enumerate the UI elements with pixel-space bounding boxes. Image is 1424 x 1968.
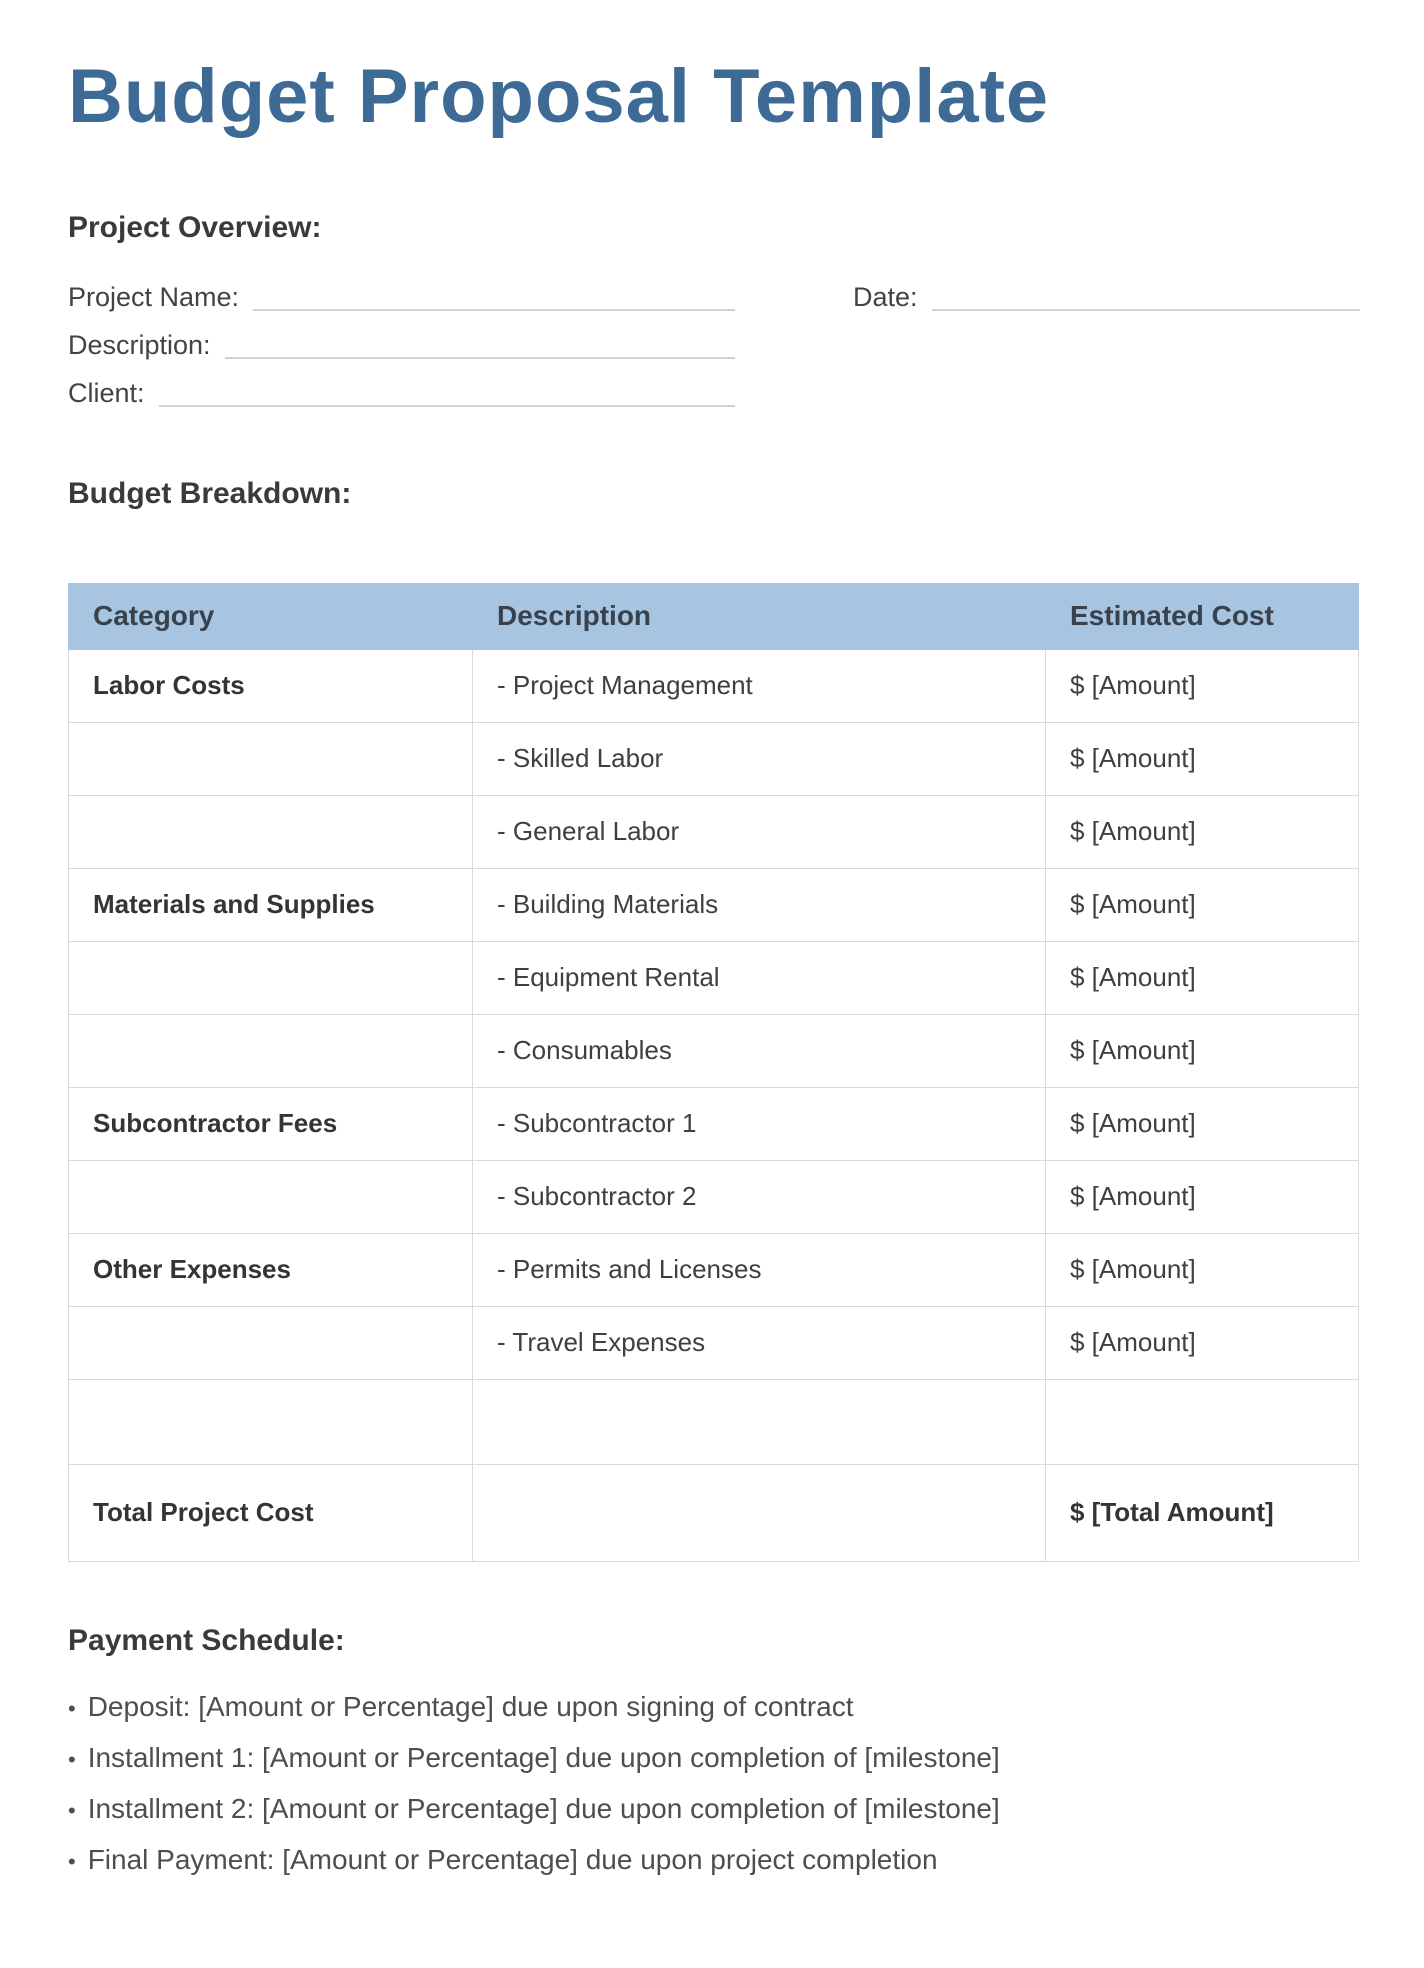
cell-category: Other Expenses xyxy=(69,1233,473,1306)
cell-cost: $ [Amount] xyxy=(1046,1087,1359,1160)
document-title: Budget Proposal Template xyxy=(68,54,1050,139)
field-row-client xyxy=(68,367,1360,415)
cell-cost: $ [Amount] xyxy=(1046,1014,1359,1087)
cell-category: Subcontractor Fees xyxy=(69,1087,473,1160)
cell-cost: $ [Amount] xyxy=(1046,1160,1359,1233)
bullet-icon: • xyxy=(68,1797,76,1823)
table-row xyxy=(69,1306,1359,1379)
field-row-name-date xyxy=(68,271,1360,319)
cell-description xyxy=(473,1379,1046,1464)
project-name-field xyxy=(68,271,735,319)
cell-category xyxy=(69,1306,473,1379)
budget-table-header xyxy=(69,583,1359,649)
cell-description: - Building Materials xyxy=(473,868,1046,941)
payment-schedule-heading: Payment Schedule: xyxy=(68,1623,345,1657)
cell-cost: $ [Amount] xyxy=(1046,868,1359,941)
table-row xyxy=(69,941,1359,1014)
cell-category: Materials and Supplies xyxy=(69,868,473,941)
table-row xyxy=(69,722,1359,795)
client-field xyxy=(68,367,735,415)
cell-description: - Skilled Labor xyxy=(473,722,1046,795)
cell-description: - Permits and Licenses xyxy=(473,1233,1046,1306)
cell-cost xyxy=(1046,1379,1359,1464)
cell-category xyxy=(69,795,473,868)
header-row xyxy=(69,583,1359,649)
date-field xyxy=(853,271,1360,319)
date-input-line[interactable] xyxy=(932,309,1360,311)
cell-description: - General Labor xyxy=(473,795,1046,868)
payment-item-text: Final Payment: [Amount or Percentage] due upon project completion xyxy=(87,1843,938,1875)
table-row xyxy=(69,868,1359,941)
payment-schedule-item xyxy=(68,1682,1360,1733)
description-label: Description: xyxy=(68,329,211,360)
project-name-input-line[interactable] xyxy=(253,309,735,311)
cell-cost: $ [Amount] xyxy=(1046,795,1359,868)
cell-category xyxy=(69,1379,473,1464)
cell-cost: $ [Amount] xyxy=(1046,1306,1359,1379)
payment-item-text: Installment 1: [Amount or Percentage] due upon completion of [milestone] xyxy=(87,1741,1000,1773)
project-overview-heading: Project Overview: xyxy=(68,210,322,244)
budget-breakdown-heading: Budget Breakdown: xyxy=(68,476,352,510)
project-overview-fields xyxy=(68,271,1360,415)
bullet-icon: • xyxy=(68,1695,76,1721)
bullet-icon: • xyxy=(68,1848,76,1874)
cell-category xyxy=(69,1160,473,1233)
table-row xyxy=(69,1233,1359,1306)
table-row xyxy=(69,1014,1359,1087)
header-category: Category xyxy=(69,583,473,649)
date-label: Date: xyxy=(853,281,918,312)
cell-category xyxy=(69,722,473,795)
cell-cost: $ [Amount] xyxy=(1046,1233,1359,1306)
cell-category xyxy=(69,941,473,1014)
payment-schedule-item xyxy=(68,1835,1360,1886)
cell-description: - Equipment Rental xyxy=(473,941,1046,1014)
header-estimated-cost: Estimated Cost xyxy=(1046,583,1359,649)
description-input-line[interactable] xyxy=(225,357,735,359)
table-row xyxy=(69,1379,1359,1464)
project-name-label: Project Name: xyxy=(68,281,240,312)
table-row xyxy=(69,795,1359,868)
bullet-icon: • xyxy=(68,1746,76,1772)
field-row-description xyxy=(68,319,1360,367)
cell-description: - Travel Expenses xyxy=(473,1306,1046,1379)
budget-table xyxy=(68,583,1359,1562)
cell-cost: $ [Total Amount] xyxy=(1046,1464,1359,1561)
budget-table-body xyxy=(69,649,1359,1561)
table-row xyxy=(69,1464,1359,1561)
header-description: Description xyxy=(473,583,1046,649)
client-label: Client: xyxy=(68,377,145,408)
cell-category: Labor Costs xyxy=(69,649,473,722)
cell-category xyxy=(69,1014,473,1087)
cell-cost: $ [Amount] xyxy=(1046,722,1359,795)
client-input-line[interactable] xyxy=(159,405,735,407)
cell-description: - Subcontractor 2 xyxy=(473,1160,1046,1233)
cell-description: - Consumables xyxy=(473,1014,1046,1087)
cell-description xyxy=(473,1464,1046,1561)
table-row xyxy=(69,1087,1359,1160)
payment-item-text: Deposit: [Amount or Percentage] due upon signing of contract xyxy=(87,1690,854,1722)
cell-description: - Subcontractor 1 xyxy=(473,1087,1046,1160)
payment-schedule-item xyxy=(68,1733,1360,1784)
table-row xyxy=(69,649,1359,722)
description-field xyxy=(68,319,735,367)
payment-item-text: Installment 2: [Amount or Percentage] due upon completion of [milestone] xyxy=(87,1792,1000,1824)
payment-schedule-list xyxy=(68,1682,1360,1886)
payment-schedule-item xyxy=(68,1784,1360,1835)
table-row xyxy=(69,1160,1359,1233)
cell-cost: $ [Amount] xyxy=(1046,941,1359,1014)
cell-cost: $ [Amount] xyxy=(1046,649,1359,722)
cell-category: Total Project Cost xyxy=(69,1464,473,1561)
cell-description: - Project Management xyxy=(473,649,1046,722)
